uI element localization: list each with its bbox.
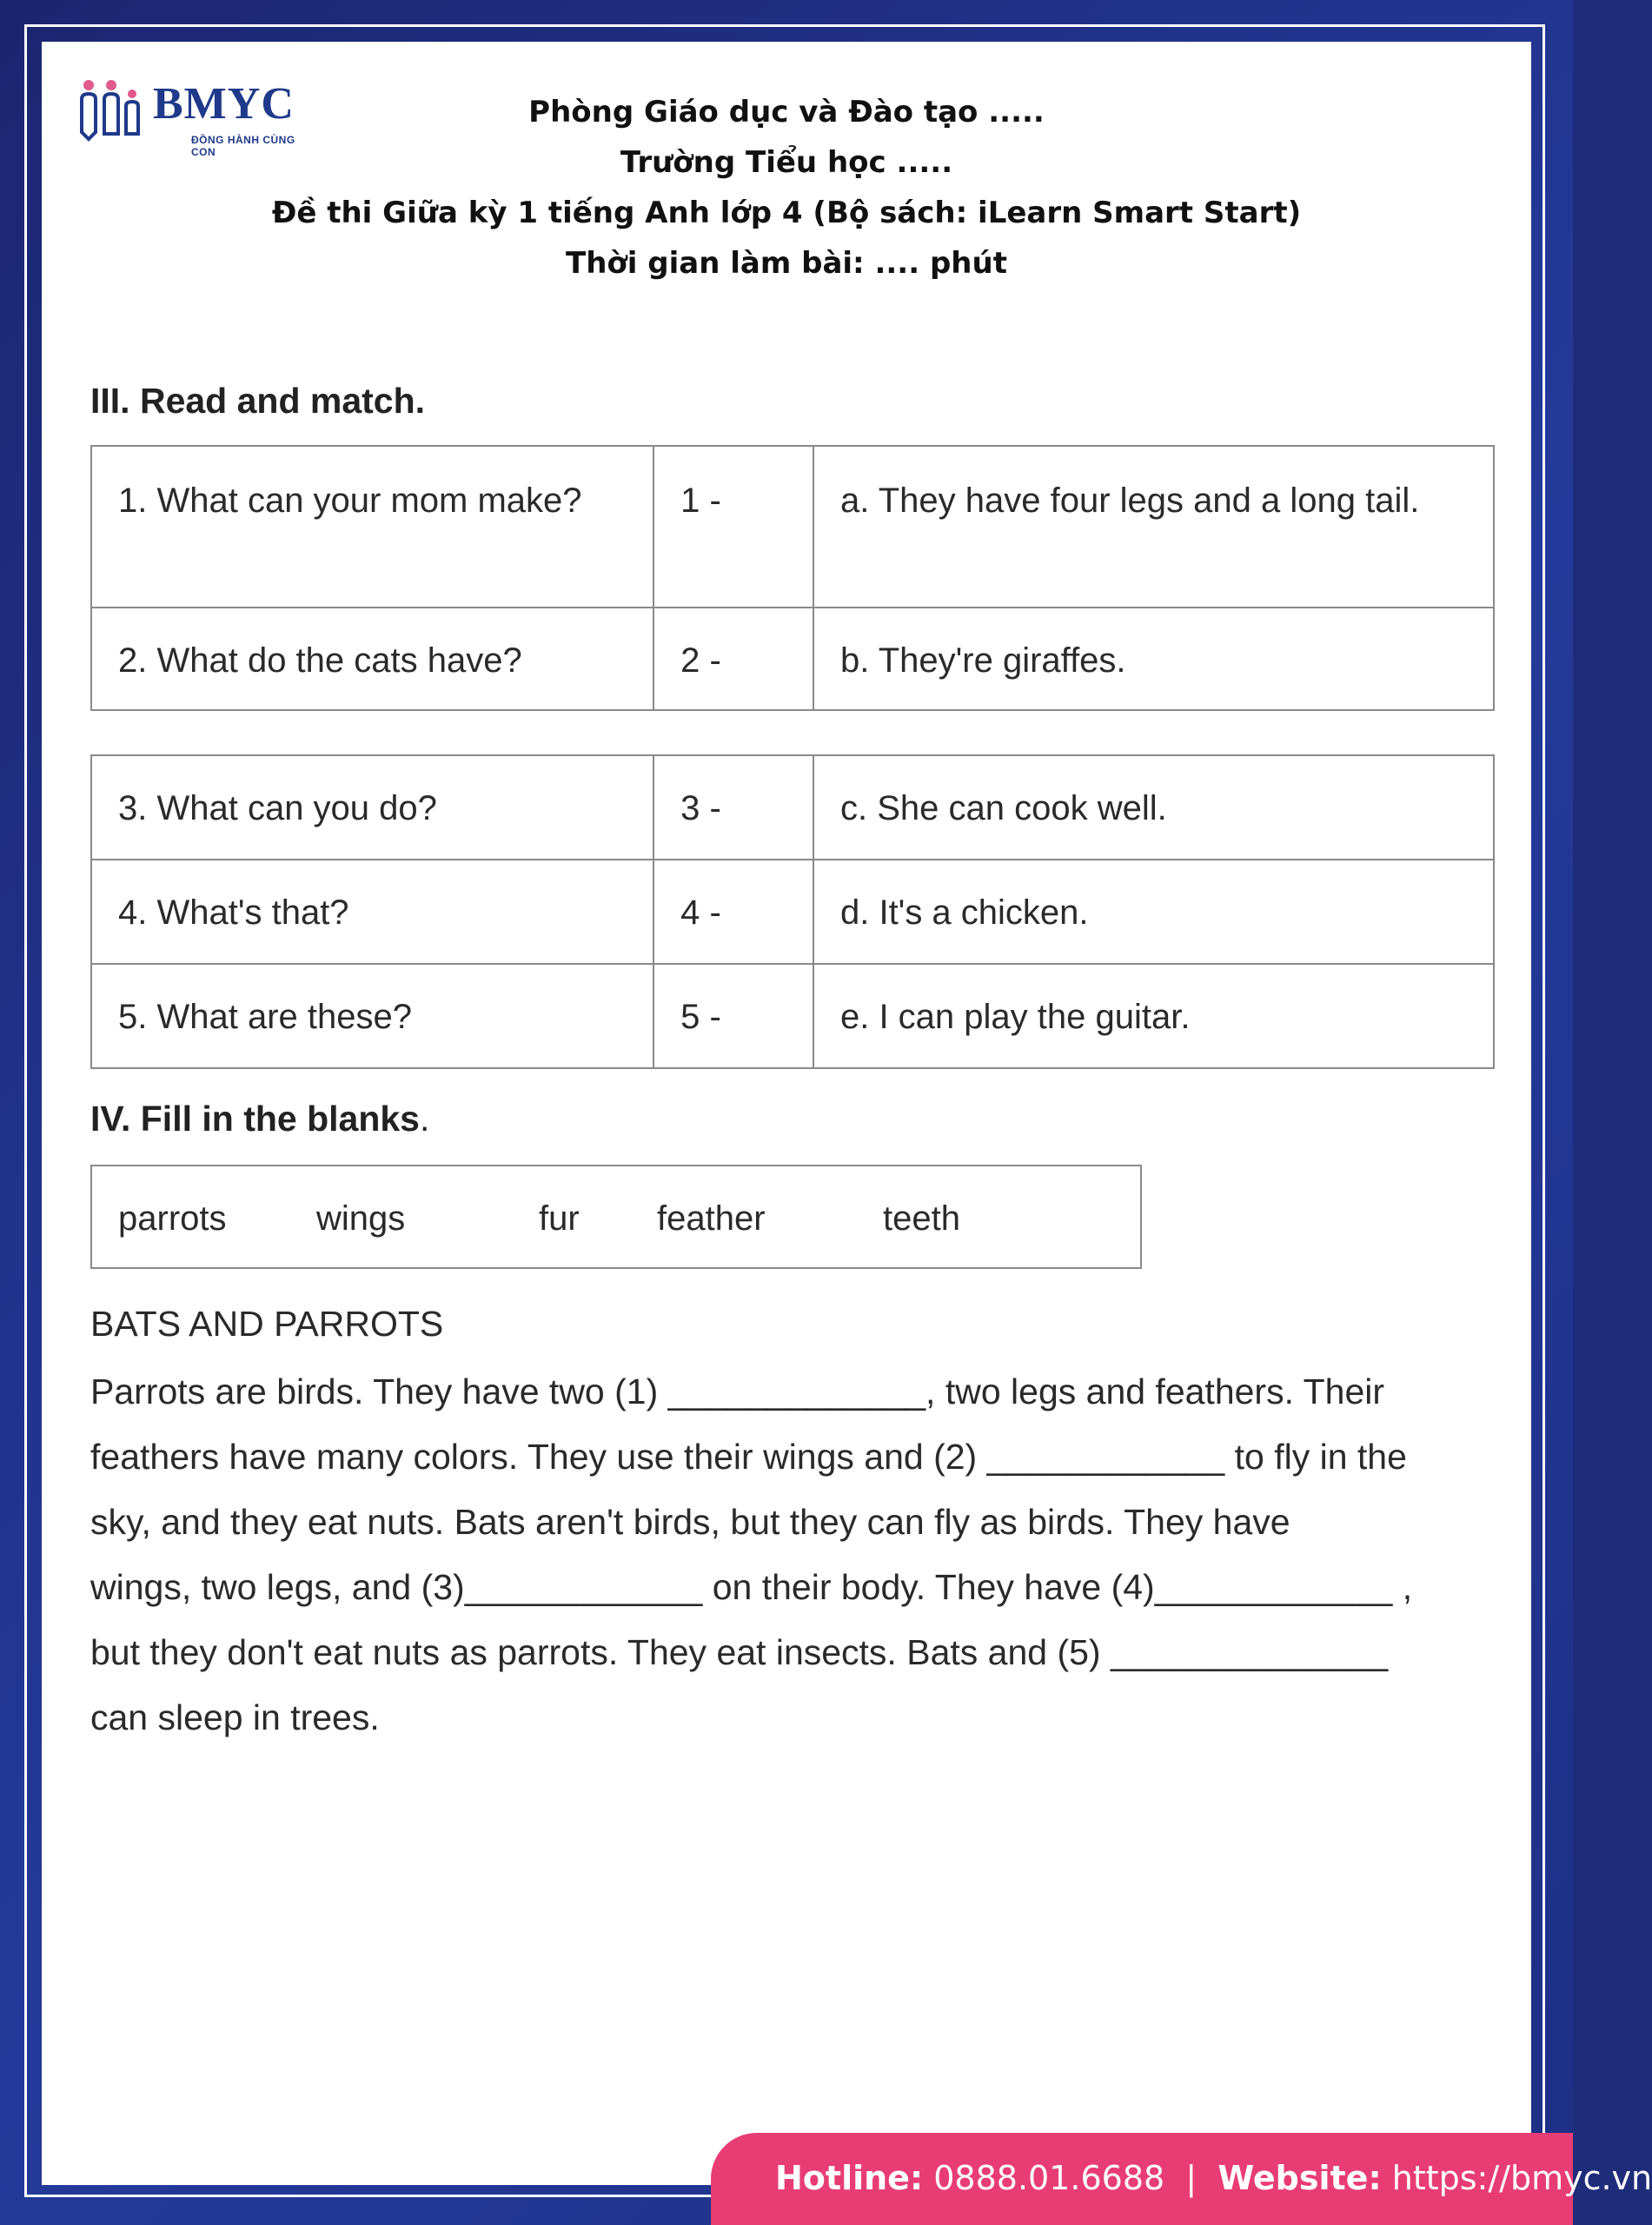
answer-key-cell: 5 - [654, 964, 813, 1068]
word-bank-item: feather [657, 1199, 766, 1238]
answer-key-cell: 2 - [654, 608, 813, 710]
passage-line: feathers have many colors. They use their wings and (2) ____________ to fly in the [90, 1437, 1407, 1477]
word-bank-item: parrots [118, 1199, 227, 1238]
table-row [91, 755, 1494, 860]
answer-key-cell: 3 - [654, 755, 813, 860]
passage-title: BATS AND PARROTS [90, 1304, 444, 1344]
answer-cell: b. They're giraffes. [813, 608, 1494, 710]
worksheet-page [42, 42, 1531, 2185]
header-exam-title: Đề thi Giữa kỳ 1 tiếng Anh lớp 4 (Bộ sách: iLearn Smart Start) [271, 196, 1302, 230]
section-4-title-period: . [419, 1099, 430, 1139]
word-bank-item: fur [539, 1199, 580, 1238]
header-time: Thời gian làm bài: .... phút [566, 246, 1007, 281]
passage-text [90, 1368, 1516, 1759]
hotline-label: Hotline: [775, 2159, 924, 2197]
answer-cell: a. They have four legs and a long tail. [813, 446, 1494, 608]
table-row [91, 964, 1494, 1068]
passage-line: sky, and they eat nuts. Bats aren't birds, but they can fly as birds. They have [90, 1502, 1290, 1542]
passage-line: Parrots are birds. They have two (1) _____________, two legs and feathers. Their [90, 1372, 1385, 1411]
table-row [91, 860, 1494, 964]
header-department: Phòng Giáo dục và Đào tạo ..... [528, 95, 1045, 130]
passage-line: but they don't eat nuts as parrots. They eat insects. Bats and (5) ______________ [90, 1632, 1389, 1672]
contact-footer [711, 2133, 1652, 2225]
logo-brand-text: BMYC [153, 79, 295, 129]
match-table-1 [90, 445, 1495, 711]
section-4-title-text: IV. Fill in the blanks [90, 1099, 420, 1139]
answer-cell: c. She can cook well. [813, 755, 1494, 860]
question-cell: 3. What can you do? [91, 755, 654, 860]
answer-cell: d. It's a chicken. [813, 860, 1494, 964]
section-4-title [90, 1099, 429, 1139]
website-link[interactable]: https://bmyc.vn [1391, 2159, 1652, 2197]
hotline-number[interactable]: 0888.01.6688 [933, 2159, 1165, 2197]
word-bank-item: teeth [883, 1199, 960, 1238]
website-label: Website: [1217, 2159, 1382, 2197]
question-cell: 2. What do the cats have? [91, 608, 654, 710]
table-row [91, 608, 1494, 710]
word-bank-item: wings [316, 1199, 406, 1238]
question-cell: 4. What's that? [91, 860, 654, 964]
exam-header [42, 87, 1531, 289]
section-3-title: III. Read and match. [90, 381, 426, 421]
question-cell: 1. What can your mom make? [91, 446, 654, 608]
table-row [91, 446, 1494, 608]
logo-tagline: ĐỒNG HÀNH CÙNG CON [191, 134, 295, 158]
answer-key-cell: 1 - [654, 446, 813, 608]
passage-line: wings, two legs, and (3)____________ on their body. They have (4)____________ , [90, 1567, 1413, 1607]
header-school: Trường Tiểu học ..... [620, 145, 953, 180]
answer-key-cell: 4 - [654, 860, 813, 964]
word-bank-box [90, 1165, 1142, 1269]
footer-separator: | [1185, 2159, 1198, 2197]
passage-line: can sleep in trees. [90, 1697, 380, 1737]
answer-cell: e. I can play the guitar. [813, 964, 1494, 1068]
match-table-2 [90, 754, 1495, 1069]
question-cell: 5. What are these? [91, 964, 654, 1068]
